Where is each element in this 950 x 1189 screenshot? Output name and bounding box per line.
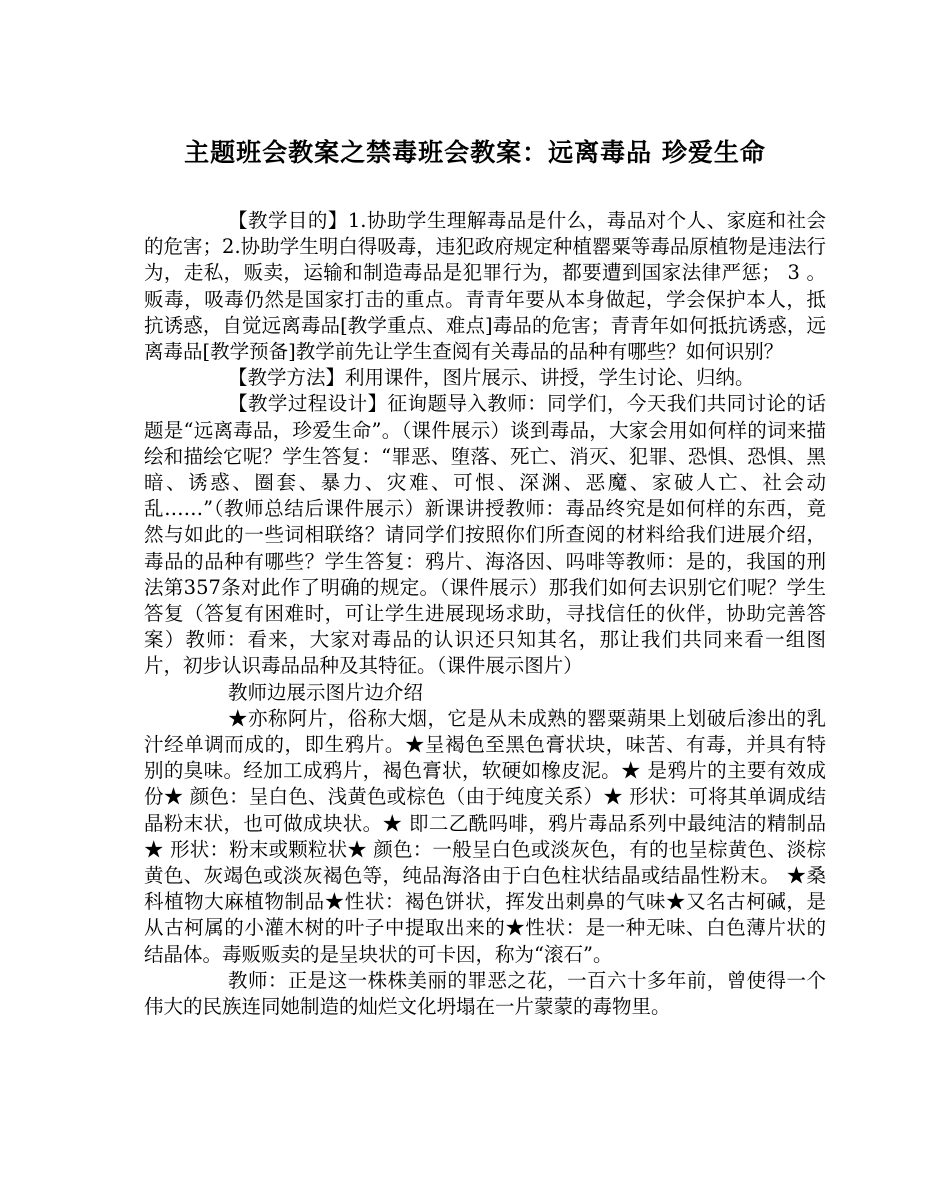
document-body [144, 208, 826, 1020]
paragraph-teaching-methods: 【教学方法】利用课件，图片展示、讲授，学生讨论、归纳。 [228, 366, 755, 390]
paragraph-teacher-conclusion: 教师：正是这一株株美丽的罪恶之花，一百六十多年前，曾使得一个伟大的民族连同她制造的灿烂文化坍塌在一片蒙蒙的毒物里。 [144, 968, 826, 1019]
document-title: 主题班会教案之禁毒班会教案：远离毒品 珍爱生命 [184, 138, 766, 167]
paragraph-teaching-process: 【教学过程设计】征询题导入教师：同学们，今天我们共同讨论的话题是“远离毒品，珍爱生命”。（课件展示）谈到毒品，大家会用如何样的词来描绘和描绘它呢？学生答复：“罪恶、堕落、死亡、消灭、犯罪、恐惧、恐惧、黑暗、诱惑、圈套、暴力、灾难、可恨、深渊、恶魔、家破人亡、社会动乱……”（教师总结后课件展示）新课讲授教师：毒品终究是如何样的东西，竟然与如此的一些词相联络？请同学们按照你们所查阅的材料给我们进展介绍，毒品的品种有哪些？学生答复：鸦片、海洛因、吗啡等教师：是的，我国的刑法第357条对此作了明确的规定。（课件展示）那我们如何去识别它们呢？学生答复（答复有困难时，可让学生进展现场求助，寻找信任的伙伴，协助完善答案）教师：看来，大家对毒品的认识还只知其名，那让我们共同来看一组图片，初步认识毒品品种及其特征。（课件展示图片） [144, 392, 826, 678]
paragraph-teacher-shows-images: 教师边展示图片边介绍 [228, 680, 424, 704]
paragraph-teaching-objectives: 【教学目的】1.协助学生理解毒品是什么，毒品对个人、家庭和社会的危害；2.协助学生明白得吸毒，违犯政府规定种植罂粟等毒品原植物是违法行为，走私，贩卖，运输和制造毒品是犯罪行为，都要遭到国家法律严惩； 3 。贩毒，吸毒仍然是国家打击的重点。青青年要从本身做起，学会保护本人，抵抗诱惑，自觉远离毒品[教学重点、难点]毒品的危害；青青年如何抵抗诱惑，远离毒品[教学预备]教学前先让学生查阅有关毒品的品种有哪些？如何识别？ [144, 209, 826, 364]
paragraph-drug-descriptions: ★亦称阿片，俗称大烟，它是从未成熟的罂粟蒴果上划破后渗出的乳汁经单调而成的，即生鸦片。★呈褐色至黑色膏状块，味苦、有毒，并具有特别的臭味。经加工成鸦片，褐色膏状，软硬如橡皮泥。★ 是鸦片的主要有效成份★ 颜色：呈白色、浅黄色或棕色（由于纯度关系）★ 形状：可将其单调成结晶粉末状，也可做成块状。★ 即二乙酰吗啡，鸦片毒品系列中最纯洁的精制品★ 形状：粉末或颗粒状★ 颜色：一般呈白色或淡灰色，有的也呈棕黄色、淡棕黄色、灰竭色或淡灰褐色等，纯品海洛由于白色柱状结晶或结晶性粉末。 ★桑科植物大麻植物制品★性状：褐色饼状，挥发出刺鼻的气味★又名古柯碱，是从古柯属的小灌木树的叶子中提取出来的★性状：是一种无味、白色薄片状的结晶体。毒贩贩卖的是呈块状的可卡因，称为“滚石”。 [144, 706, 826, 966]
